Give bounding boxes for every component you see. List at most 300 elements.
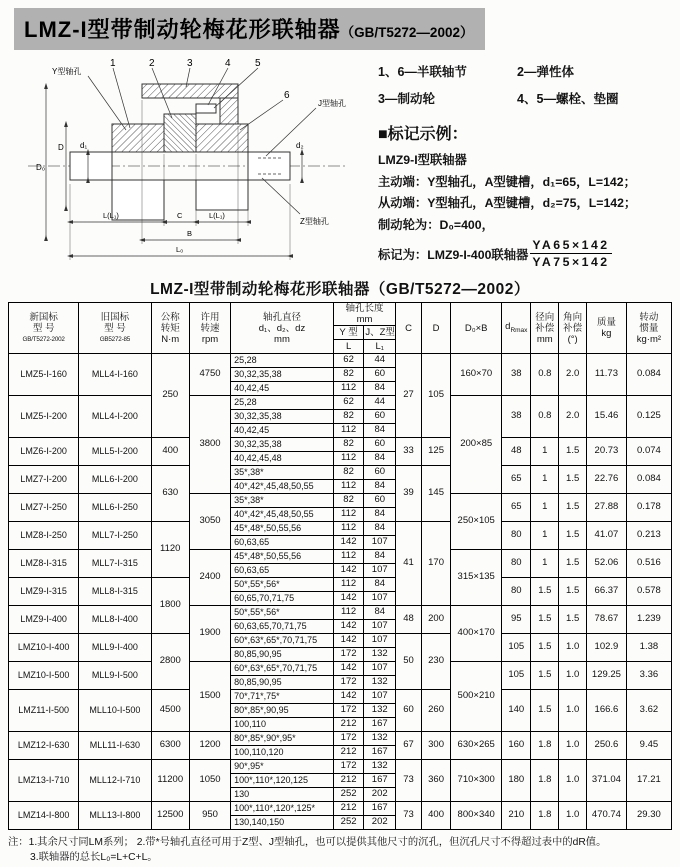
cell-angular-compensation: 1.0 — [559, 634, 587, 662]
cell-D0xB: 710×300 — [451, 760, 502, 802]
cell-radial-compensation: 1.8 — [531, 802, 559, 830]
cell-bore-diameter: 100,110,120 — [231, 746, 334, 760]
dim-L-right: L(L₁) — [209, 211, 225, 220]
cell-bore-diameter: 80*,85*,90,95 — [231, 704, 334, 718]
cell-length-L1: 132 — [364, 732, 396, 746]
cell-length-L1: 107 — [364, 634, 396, 648]
cell-bore-diameter: 40,42,45,48 — [231, 452, 334, 466]
col-header-L1: L₁ — [364, 340, 396, 354]
cell-mass: 52.06 — [587, 550, 627, 578]
col-header-L: L — [333, 340, 363, 354]
cell-dRmax: 210 — [502, 802, 531, 830]
cell-inertia: 29.30 — [626, 802, 671, 830]
cell-dRmax: 180 — [502, 760, 531, 802]
col-header-speed: 许用 转速 rpm — [189, 303, 230, 354]
cell-torque: 12500 — [151, 802, 189, 830]
cell-angular-compensation: 1.0 — [559, 732, 587, 760]
bolt — [196, 104, 216, 113]
callout-6: 6 — [284, 90, 290, 101]
col-header-radial: 径向 补偿 mm — [531, 303, 559, 354]
cell-length-L: 112 — [333, 424, 363, 438]
cell-dRmax: 38 — [502, 396, 531, 438]
table-row — [9, 802, 672, 816]
marking-example-heading: ■标记示例： — [378, 126, 468, 143]
cell-C: 48 — [396, 606, 422, 634]
left-shaft-bore — [70, 152, 112, 180]
cell-C: 60 — [396, 690, 422, 732]
cell-length-L1: 107 — [364, 564, 396, 578]
cell-new-model: LMZ5-I-200 — [9, 396, 79, 438]
cell-length-L1: 84 — [364, 508, 396, 522]
table-row — [9, 662, 672, 676]
cell-length-L: 212 — [333, 802, 363, 816]
cell-new-model: LMZ14-I-800 — [9, 802, 79, 830]
cell-rpm: 950 — [189, 802, 230, 830]
z-bore-label: Z型轴孔 — [300, 217, 329, 226]
cell-torque: 1120 — [151, 522, 189, 578]
callout-5: 5 — [255, 58, 261, 69]
cell-length-L: 112 — [333, 578, 363, 592]
cell-length-L1: 107 — [364, 690, 396, 704]
cell-old-model: MLL13-I-800 — [79, 802, 151, 830]
cell-old-model: MLL10-I-500 — [79, 690, 151, 732]
table-row — [9, 606, 672, 620]
cell-bore-diameter: 100*,110*,120,125 — [231, 774, 334, 788]
cell-angular-compensation: 2.0 — [559, 396, 587, 438]
cell-length-L: 172 — [333, 760, 363, 774]
cell-radial-compensation: 1 — [531, 494, 559, 522]
cell-inertia: 0.125 — [626, 396, 671, 438]
cell-bore-diameter: 50*,55*,56* — [231, 578, 334, 592]
callout-4: 4 — [225, 58, 231, 69]
cell-old-model: MLL8-I-315 — [79, 578, 151, 606]
dim-D0: D₀ — [36, 163, 46, 172]
cell-torque: 2800 — [151, 634, 189, 690]
parts-legend — [378, 62, 670, 107]
cell-bore-diameter: 30,32,35,38 — [231, 368, 334, 382]
cell-angular-compensation: 1.5 — [559, 466, 587, 494]
brake-wheel-rim — [142, 84, 238, 98]
dim-d2: d₂ — [296, 141, 304, 150]
cell-new-model: LMZ7-I-250 — [9, 494, 79, 522]
table-row — [9, 690, 672, 704]
cell-inertia: 0.178 — [626, 494, 671, 522]
cell-D0xB: 500×210 — [451, 662, 502, 732]
table-notes — [8, 835, 672, 866]
cell-old-model: MLL6-I-250 — [79, 494, 151, 522]
cell-radial-compensation: 1.5 — [531, 690, 559, 732]
dim-B: B — [187, 229, 193, 238]
cell-length-L1: 167 — [364, 802, 396, 816]
cell-length-L: 112 — [333, 522, 363, 536]
table-row — [9, 578, 672, 592]
marking-fraction-top: YA65×142 — [532, 238, 610, 253]
table-row — [9, 760, 672, 774]
cell-C: 73 — [396, 760, 422, 802]
coupling-diagram-svg — [0, 54, 378, 270]
cell-mass: 27.88 — [587, 494, 627, 522]
cell-old-model: MLL8-I-400 — [79, 606, 151, 634]
col-header-bore-diameter: 轴孔直径 d₁、d₂、dz mm — [231, 303, 334, 354]
cell-new-model: LMZ11-I-500 — [9, 690, 79, 732]
cell-mass: 15.46 — [587, 396, 627, 438]
cell-length-L: 142 — [333, 662, 363, 676]
cell-length-L1: 60 — [364, 494, 396, 508]
col-header-D0xB: D₀×B — [451, 303, 502, 354]
cell-length-L1: 44 — [364, 354, 396, 368]
cell-angular-compensation: 1.0 — [559, 760, 587, 802]
cell-length-L1: 60 — [364, 368, 396, 382]
cell-length-L: 112 — [333, 550, 363, 564]
cell-D: 125 — [421, 438, 450, 466]
cell-radial-compensation: 1 — [531, 438, 559, 466]
cell-length-L: 142 — [333, 634, 363, 648]
cell-bore-diameter: 45*,48*,50,55,56 — [231, 550, 334, 564]
cell-radial-compensation: 1 — [531, 522, 559, 550]
cell-D: 360 — [421, 760, 450, 802]
cell-mass: 102.9 — [587, 634, 627, 662]
cell-length-L1: 84 — [364, 382, 396, 396]
cell-angular-compensation: 1.5 — [559, 494, 587, 522]
cell-bore-diameter: 60*,63*,65*,70,71,75 — [231, 662, 334, 676]
cell-D0xB: 630×265 — [451, 732, 502, 760]
cell-length-L: 62 — [333, 354, 363, 368]
legend-item-3: 3—制动轮 — [378, 92, 435, 106]
cell-rpm: 4750 — [189, 354, 230, 396]
cell-old-model: MLL5-I-200 — [79, 438, 151, 466]
cell-mass: 250.6 — [587, 732, 627, 760]
cell-rpm: 1900 — [189, 606, 230, 662]
cell-bore-diameter: 100,110 — [231, 718, 334, 732]
cell-old-model: MLL9-I-500 — [79, 662, 151, 690]
cell-bore-diameter: 30,32,35,38 — [231, 410, 334, 424]
cell-length-L1: 44 — [364, 396, 396, 410]
cell-length-L1: 84 — [364, 424, 396, 438]
cell-length-L1: 167 — [364, 746, 396, 760]
note-line-2: 3.联轴器的总长L₀=L+C+L。 — [30, 852, 158, 864]
cell-angular-compensation: 1.5 — [559, 438, 587, 466]
cell-new-model: LMZ6-I-200 — [9, 438, 79, 466]
cell-C: 33 — [396, 438, 422, 466]
cell-inertia: 1.239 — [626, 606, 671, 634]
cell-radial-compensation: 1 — [531, 466, 559, 494]
cell-old-model: MLL9-I-400 — [79, 634, 151, 662]
cell-length-L1: 60 — [364, 466, 396, 480]
cell-mass: 371.04 — [587, 760, 627, 802]
cell-length-L: 142 — [333, 592, 363, 606]
cell-radial-compensation: 1.8 — [531, 732, 559, 760]
cell-bore-diameter: 130,140,150 — [231, 816, 334, 830]
callout-2: 2 — [149, 58, 155, 69]
cell-length-L: 112 — [333, 452, 363, 466]
dim-D: D — [58, 143, 64, 152]
cell-bore-diameter: 40,42,45 — [231, 382, 334, 396]
cell-inertia: 0.084 — [626, 466, 671, 494]
table-row — [9, 396, 672, 410]
cell-length-L1: 132 — [364, 648, 396, 662]
cell-length-L1: 84 — [364, 606, 396, 620]
cell-length-L1: 107 — [364, 662, 396, 676]
cell-radial-compensation: 1.5 — [531, 578, 559, 606]
cell-dRmax: 80 — [502, 578, 531, 606]
cell-old-model: MLL7-I-250 — [79, 522, 151, 550]
cell-length-L: 62 — [333, 396, 363, 410]
cell-angular-compensation: 1.5 — [559, 606, 587, 634]
col-header-mass: 质量 kg — [587, 303, 627, 354]
cell-length-L: 142 — [333, 564, 363, 578]
cell-bore-diameter: 40,42,45 — [231, 424, 334, 438]
cell-bore-diameter: 50*,55*,56* — [231, 606, 334, 620]
cell-rpm: 1200 — [189, 732, 230, 760]
cell-D0xB: 200×85 — [451, 396, 502, 494]
cell-old-model: MLL6-I-200 — [79, 466, 151, 494]
cell-length-L1: 60 — [364, 438, 396, 452]
cell-length-L: 112 — [333, 480, 363, 494]
top-section — [0, 54, 680, 275]
cell-new-model: LMZ10-I-400 — [9, 634, 79, 662]
cell-torque: 630 — [151, 466, 189, 522]
cell-length-L: 172 — [333, 648, 363, 662]
cell-D0xB: 315×135 — [451, 550, 502, 606]
cell-length-L: 142 — [333, 620, 363, 634]
right-half-coupling-upper — [196, 124, 248, 152]
cell-dRmax: 38 — [502, 354, 531, 396]
right-half-coupling-lower — [196, 180, 248, 210]
elastic-body — [164, 114, 196, 152]
cell-bore-diameter: 70*,71*,75* — [231, 690, 334, 704]
table-row — [9, 494, 672, 508]
table-row — [9, 732, 672, 746]
page-title-gb: （GB/T5272—2002） — [340, 25, 474, 40]
cell-bore-diameter: 40*,42*,45,48,50,55 — [231, 508, 334, 522]
cell-angular-compensation: 1.0 — [559, 690, 587, 732]
cell-bore-diameter: 25,28 — [231, 396, 334, 410]
cell-length-L1: 84 — [364, 480, 396, 494]
col-header-old-model: 旧国标 型 号 GB5272-85 — [79, 303, 151, 354]
cell-length-L: 112 — [333, 382, 363, 396]
left-half-coupling-lower — [112, 180, 164, 220]
cell-length-L1: 60 — [364, 410, 396, 424]
cell-mass: 66.37 — [587, 578, 627, 606]
cell-inertia: 0.578 — [626, 578, 671, 606]
cell-dRmax: 160 — [502, 732, 531, 760]
table-row — [9, 634, 672, 648]
callout-3: 3 — [187, 58, 193, 69]
cell-inertia: 9.45 — [626, 732, 671, 760]
cell-D: 260 — [421, 690, 450, 732]
example-line-4: 制动轮为：D₀=400， — [378, 217, 494, 232]
marking-prefix: 标记为：LMZ9-I-400联轴器 — [378, 247, 529, 262]
cell-bore-diameter: 30,32,35,38 — [231, 438, 334, 452]
cell-torque: 400 — [151, 438, 189, 466]
cell-inertia: 0.516 — [626, 550, 671, 578]
col-header-new-model: 新国标 型 号 GB/T5272-2002 — [9, 303, 79, 354]
cell-radial-compensation: 1 — [531, 550, 559, 578]
dim-d1: d₁ — [80, 141, 88, 150]
cell-D: 145 — [421, 466, 450, 522]
cell-dRmax: 65 — [502, 466, 531, 494]
cell-length-L: 172 — [333, 704, 363, 718]
cell-torque: 6300 — [151, 732, 189, 760]
col-header-y-type: Y 型 — [333, 326, 363, 340]
cell-D: 170 — [421, 522, 450, 606]
cell-bore-diameter: 45*,48*,50,55,56 — [231, 522, 334, 536]
cell-length-L1: 84 — [364, 452, 396, 466]
cell-new-model: LMZ8-I-250 — [9, 522, 79, 550]
cell-new-model: LMZ9-I-315 — [9, 578, 79, 606]
cell-C: 50 — [396, 634, 422, 690]
cell-length-L1: 84 — [364, 578, 396, 592]
brake-wheel-web — [220, 98, 238, 124]
cell-length-L: 112 — [333, 508, 363, 522]
cell-angular-compensation: 1.5 — [559, 550, 587, 578]
cell-mass: 166.6 — [587, 690, 627, 732]
cell-bore-diameter: 60,65,70,71,75 — [231, 592, 334, 606]
cell-length-L1: 107 — [364, 620, 396, 634]
cell-C: 27 — [396, 354, 422, 438]
cell-length-L: 82 — [333, 438, 363, 452]
cell-D: 400 — [421, 802, 450, 830]
cell-old-model: MLL4-I-200 — [79, 396, 151, 438]
cell-inertia: 0.213 — [626, 522, 671, 550]
cell-length-L1: 132 — [364, 676, 396, 690]
cell-old-model: MLL4-I-160 — [79, 354, 151, 396]
cell-bore-diameter: 25,28 — [231, 354, 334, 368]
cell-angular-compensation: 1.5 — [559, 578, 587, 606]
marking-fraction — [530, 238, 611, 269]
cell-bore-diameter: 35*,38* — [231, 494, 334, 508]
cell-D0xB: 250×105 — [451, 494, 502, 550]
cell-bore-diameter: 60,63,65 — [231, 564, 334, 578]
cell-rpm: 1500 — [189, 662, 230, 732]
cell-D: 300 — [421, 732, 450, 760]
cell-mass: 78.67 — [587, 606, 627, 634]
table-row — [9, 354, 672, 368]
cell-new-model: LMZ7-I-200 — [9, 466, 79, 494]
marking-line — [378, 238, 670, 269]
cell-rpm: 3050 — [189, 494, 230, 550]
cell-D0xB: 800×340 — [451, 802, 502, 830]
cell-new-model: LMZ8-I-315 — [9, 550, 79, 578]
cell-dRmax: 80 — [502, 522, 531, 550]
coupling-section-diagram — [0, 54, 378, 275]
cell-inertia: 0.084 — [626, 354, 671, 396]
cell-length-L: 252 — [333, 788, 363, 802]
col-header-C: C — [396, 303, 422, 354]
cell-length-L1: 132 — [364, 760, 396, 774]
cell-bore-diameter: 130 — [231, 788, 334, 802]
cell-angular-compensation: 1.5 — [559, 522, 587, 550]
cell-length-L1: 84 — [364, 522, 396, 536]
cell-bore-diameter: 60,63,65 — [231, 536, 334, 550]
right-shaft-bore — [248, 152, 290, 180]
cell-C: 67 — [396, 732, 422, 760]
table-row — [9, 438, 672, 452]
cell-D0xB: 160×70 — [451, 354, 502, 396]
cell-new-model: LMZ13-I-710 — [9, 760, 79, 802]
cell-torque: 4500 — [151, 690, 189, 732]
cell-rpm: 2400 — [189, 550, 230, 606]
cell-angular-compensation: 1.0 — [559, 802, 587, 830]
cell-length-L: 252 — [333, 816, 363, 830]
cell-torque: 250 — [151, 354, 189, 438]
cell-radial-compensation: 1.5 — [531, 634, 559, 662]
cell-dRmax: 140 — [502, 690, 531, 732]
table-title: LMZ-I型带制动轮梅花形联轴器（GB/T5272—2002） — [150, 281, 530, 298]
cell-mass: 22.76 — [587, 466, 627, 494]
cell-length-L1: 167 — [364, 718, 396, 732]
cell-length-L1: 132 — [364, 704, 396, 718]
cell-radial-compensation: 0.8 — [531, 396, 559, 438]
cell-length-L1: 84 — [364, 550, 396, 564]
cell-bore-diameter: 35*,38* — [231, 466, 334, 480]
cell-length-L: 142 — [333, 690, 363, 704]
cell-length-L1: 107 — [364, 592, 396, 606]
cell-length-L1: 202 — [364, 816, 396, 830]
cell-bore-diameter: 80,85,90,95 — [231, 676, 334, 690]
cell-length-L: 82 — [333, 368, 363, 382]
cell-mass: 20.73 — [587, 438, 627, 466]
cell-D0xB: 400×170 — [451, 606, 502, 662]
cell-length-L: 82 — [333, 494, 363, 508]
cell-inertia: 3.36 — [626, 662, 671, 690]
cell-radial-compensation: 1.5 — [531, 662, 559, 690]
table-row — [9, 550, 672, 564]
legend-item-1: 1、6—半联轴节 — [378, 65, 467, 79]
cell-new-model: LMZ5-I-160 — [9, 354, 79, 396]
cell-mass: 11.73 — [587, 354, 627, 396]
cell-inertia: 17.21 — [626, 760, 671, 802]
col-header-torque: 公称 转矩 N·m — [151, 303, 189, 354]
dim-L0: L₀ — [176, 245, 184, 254]
cell-D: 200 — [421, 606, 450, 634]
cell-length-L: 82 — [333, 410, 363, 424]
cell-D: 230 — [421, 634, 450, 690]
cell-angular-compensation: 1.0 — [559, 662, 587, 690]
cell-bore-diameter: 80*,85*,90*,95* — [231, 732, 334, 746]
cell-length-L1: 202 — [364, 788, 396, 802]
spec-table-head — [9, 303, 672, 354]
example-line-2: 主动端：Y型轴孔，A型键槽，d₁=65，L=142； — [378, 174, 636, 189]
col-header-jz-type: J、Z型 — [365, 327, 395, 338]
cell-length-L: 212 — [333, 746, 363, 760]
cell-inertia: 3.62 — [626, 690, 671, 732]
cell-dRmax: 105 — [502, 662, 531, 690]
cell-bore-diameter: 100*,110*,120*,125* — [231, 802, 334, 816]
cell-D: 105 — [421, 354, 450, 438]
cell-old-model: MLL11-I-630 — [79, 732, 151, 760]
col-header-angular: 角向 补偿 (°) — [559, 303, 587, 354]
cell-length-L: 172 — [333, 732, 363, 746]
cell-dRmax: 48 — [502, 438, 531, 466]
cell-dRmax: 95 — [502, 606, 531, 634]
cell-torque: 11200 — [151, 760, 189, 802]
cell-bore-diameter: 40*,42*,45,48,50,55 — [231, 480, 334, 494]
cell-dRmax: 65 — [502, 494, 531, 522]
cell-length-L: 212 — [333, 774, 363, 788]
cell-old-model: MLL12-I-710 — [79, 760, 151, 802]
cell-inertia: 0.074 — [626, 438, 671, 466]
page-title-main: LMZ-I型带制动轮梅花形联轴器 — [24, 17, 341, 42]
y-bore-label: Y型轴孔 — [52, 67, 82, 76]
cell-inertia: 1.38 — [626, 634, 671, 662]
cell-radial-compensation: 1.8 — [531, 760, 559, 802]
col-header-D: D — [421, 303, 450, 354]
cell-mass: 129.25 — [587, 662, 627, 690]
cell-radial-compensation: 0.8 — [531, 354, 559, 396]
cell-C: 41 — [396, 522, 422, 606]
cell-rpm: 3800 — [189, 396, 230, 494]
